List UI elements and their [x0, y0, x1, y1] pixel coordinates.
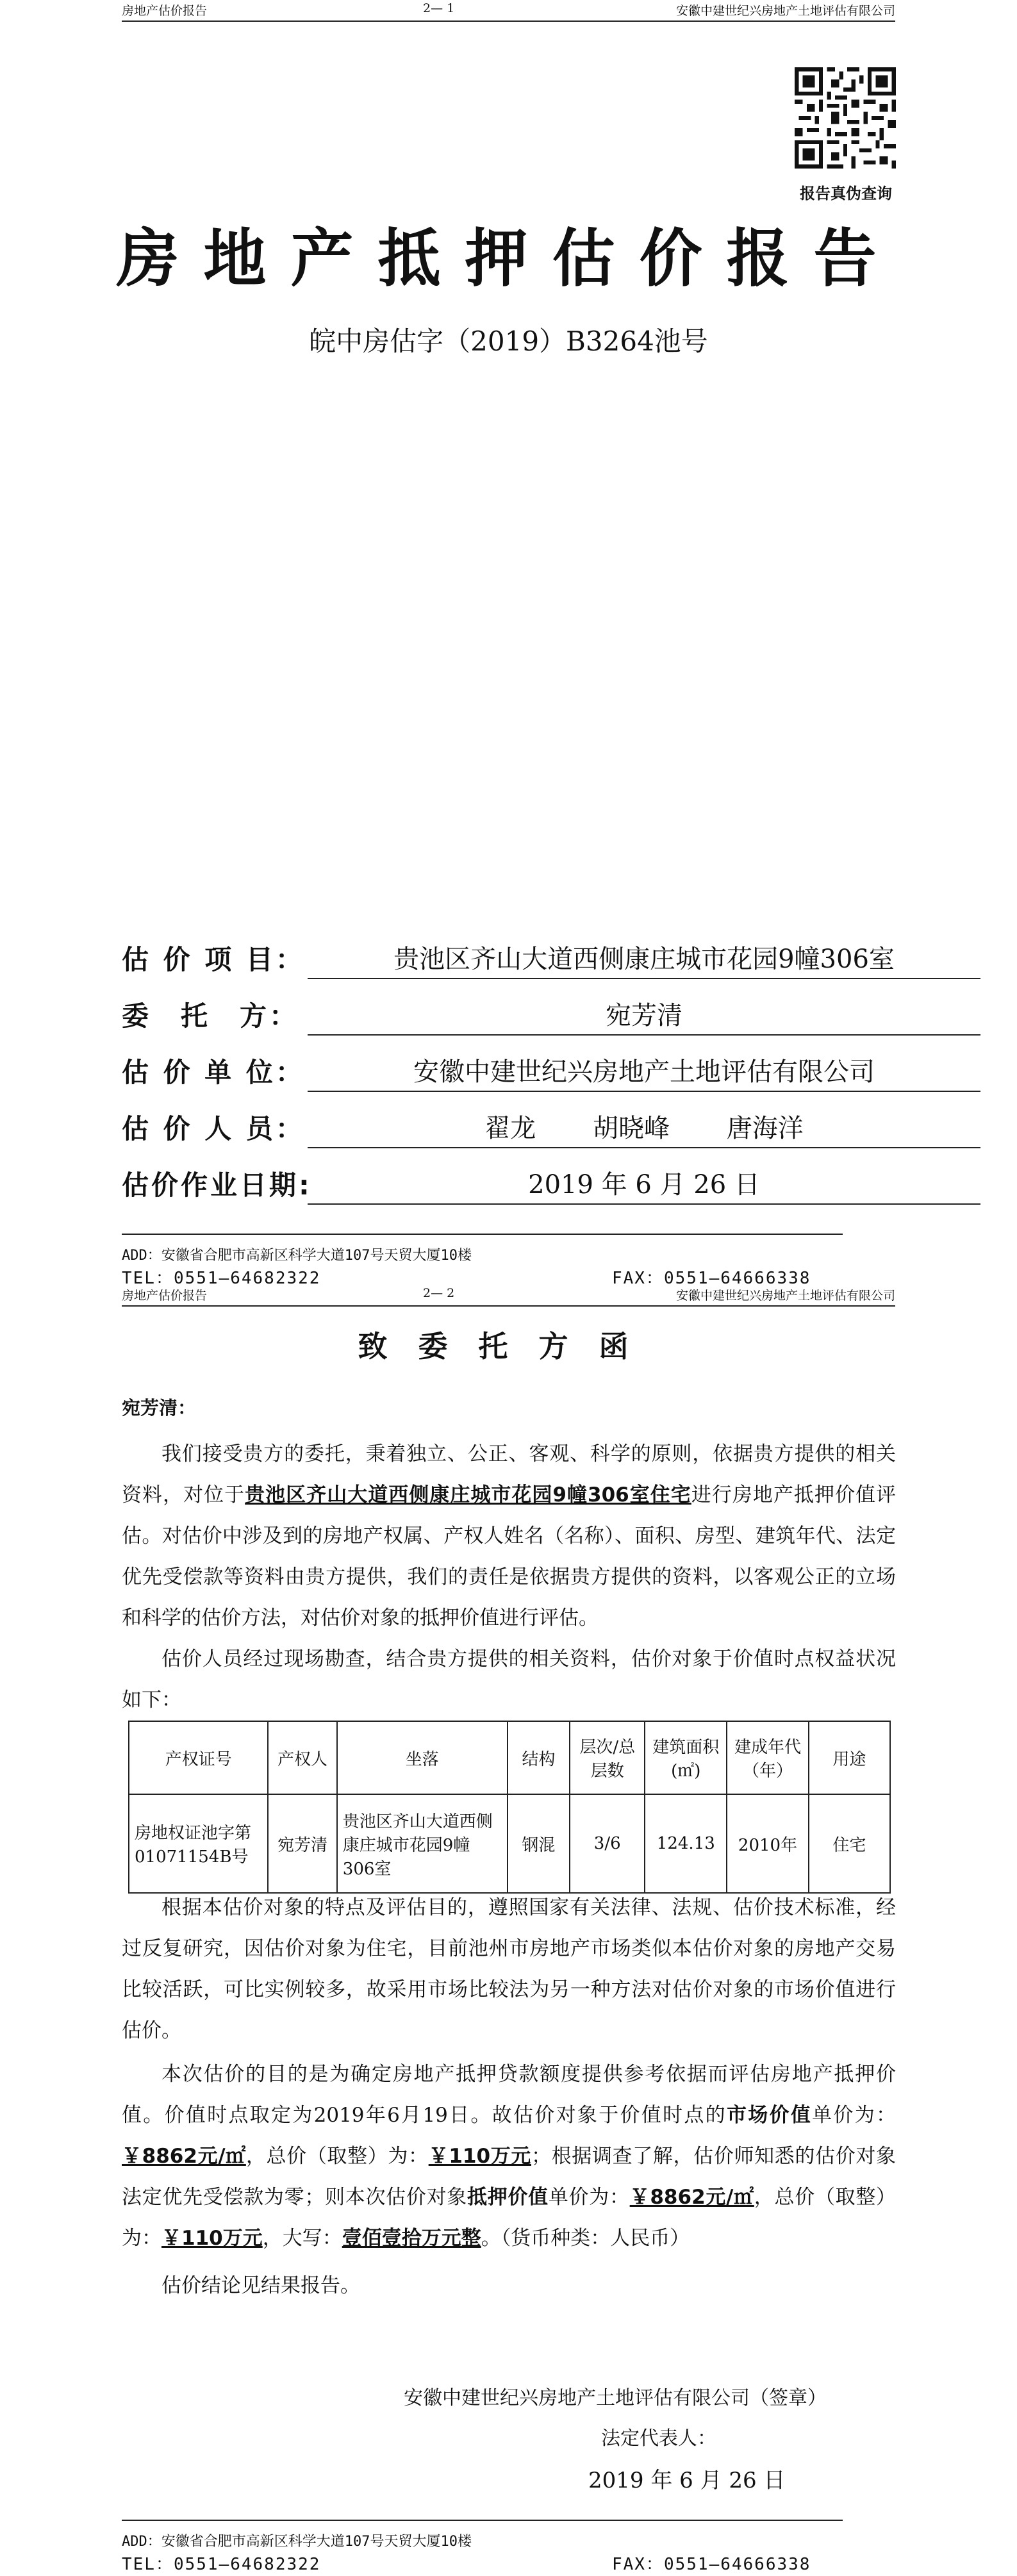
info-label: 估 价 单 位： — [122, 1057, 305, 1088]
info-label: 估 价 人 员： — [122, 1113, 305, 1144]
property-address: 贵池区齐山大道西侧康庄城市花园9幢306室住宅 — [245, 1483, 691, 1507]
paragraph-method: 根据本估价对象的特点及评估目的，遵照国家有关法律、法规、估价技术标准，经过反复研究，因估价对象为住宅，目前池州市房地产市场类似本估价对象的房地产交易比较活跃，可比实例较多，故采用市场比较法为另一种方法对估价对象的市场价值进行估价。 — [122, 1896, 896, 2042]
text-span: 单价为： — [812, 2104, 897, 2127]
page-header — [122, 0, 895, 22]
table-cell: 2010年 — [727, 1794, 809, 1893]
column-header: 建成年代（年） — [727, 1721, 809, 1794]
signature-company: 安徽中建世纪兴房地产土地评估有限公司（签章） — [404, 2387, 827, 2409]
text-span: ，总价（取整）为： — [122, 2186, 897, 2250]
mortgage-unit-price: ￥8862元/㎡ — [629, 2186, 754, 2209]
column-header: 用途 — [809, 1721, 890, 1794]
text-span: 单价为： — [548, 2186, 630, 2209]
column-header: 产权人 — [268, 1721, 336, 1794]
table-cell: 宛芳清 — [268, 1794, 336, 1893]
text-span: ；根据调查了解，估价师知悉的估价对象法定优先受偿款为零；则本次估价对象 — [122, 2145, 897, 2209]
footer-address: ADD：安徽省合肥市高新区科学大道107号天贸大厦10楼 — [122, 1248, 472, 1264]
header-doc-type: 房地产估价报告 — [122, 4, 208, 18]
footer-tel: TEL：0551—64682322 — [122, 2555, 321, 2574]
paragraph-rights: 估价人员经过现场勘查，结合贵方提供的相关资料，估价对象于价值时点权益状况如下： — [122, 1647, 896, 1712]
header-doc-type: 房地产估价报告 — [122, 1289, 208, 1303]
header-page-number: 2— 1 — [423, 1, 455, 15]
info-value: 宛芳清 — [308, 995, 980, 1036]
table-header-row — [129, 1721, 890, 1794]
table-cell: 贵池区齐山大道西侧康庄城市花园9幢306室 — [337, 1794, 508, 1893]
page-header — [122, 1285, 895, 1307]
info-value: 贵池区齐山大道西侧康庄城市花园9幢306室 — [308, 939, 980, 979]
paragraph-intro — [122, 1433, 896, 1639]
mortgage-value-label: 抵押价值 — [467, 2186, 549, 2209]
header-page-number: 2— 2 — [423, 1286, 455, 1300]
text-span: 进行房地产抵押价值评估。对估价中涉及到的房地产权属、产权人姓名（名称）、面积、房型、建筑年代、法定优先受偿款等资料由贵方提供，我们的责任是依据贵方提供的资料，以客观公正的立场和科学的估价方法，对估价对象的抵押价值进行评估。 — [122, 1483, 897, 1630]
report-title: 房地产抵押估价报告 — [116, 222, 901, 295]
appraiser-name: 翟龙 — [484, 1114, 536, 1143]
table-cell: 钢混 — [508, 1794, 570, 1893]
footer-divider — [122, 2520, 843, 2521]
footer-divider — [122, 1234, 843, 1235]
column-header: 建筑面积(㎡) — [645, 1721, 727, 1794]
report-number: 皖中房估字（2019）B3264池号 — [309, 326, 708, 357]
text-span: 。（货币种类：人民币） — [481, 2227, 690, 2250]
signature-date: 2019 年 6 月 26 日 — [588, 2468, 786, 2493]
qr-code-icon[interactable] — [795, 67, 896, 169]
text-span: ，总价（取整）为： — [245, 2145, 429, 2168]
table-cell: 124.13 — [645, 1794, 727, 1893]
text-span: ，大写： — [262, 2227, 342, 2250]
header-company: 安徽中建世纪兴房地产土地评估有限公司 — [675, 4, 895, 18]
appraiser-name: 唐海洋 — [726, 1114, 804, 1143]
paragraph-conclusion: 估价结论见结果报告。 — [161, 2274, 360, 2297]
text-span: 本次估价的目的是为确定房地产抵押贷款额度提供参考依据而评估房地产抵押价值。价值时点取定为2019年6月19日。故估价对象于价值时点的 — [122, 2063, 896, 2127]
paragraph-valuation — [122, 2054, 896, 2259]
table-cell: 3/6 — [570, 1794, 645, 1893]
salutation: 宛芳清： — [122, 1397, 197, 1419]
text-span: 我们接受贵方的委托，秉着独立、公正、客观、科学的原则，依据贵方提供的相关资料，对位于 — [122, 1442, 896, 1507]
property-rights-table — [128, 1721, 891, 1894]
column-header: 层次/总层数 — [570, 1721, 645, 1794]
footer-fax: FAX：0551—64666338 — [612, 1269, 811, 1288]
info-label: 委 托 方： — [122, 1000, 299, 1032]
mortgage-total-price: ￥110万元 — [161, 2227, 263, 2250]
footer-fax: FAX：0551—64666338 — [612, 2555, 811, 2574]
info-value: 安徽中建世纪兴房地产土地评估有限公司 — [308, 1052, 980, 1092]
table-cell: 房地权证池字第01071154B号 — [129, 1794, 268, 1893]
qr-caption: 报告真伪查询 — [800, 185, 892, 202]
info-label: 估价作业日期: — [122, 1169, 312, 1201]
market-value-label: 市场价值 — [726, 2104, 813, 2127]
header-company: 安徽中建世纪兴房地产土地评估有限公司 — [675, 1289, 895, 1303]
table-row — [129, 1794, 890, 1893]
column-header: 结构 — [508, 1721, 570, 1794]
amount-in-words: 壹佰壹拾万元整 — [342, 2227, 481, 2250]
footer-tel: TEL：0551—64682322 — [122, 1269, 321, 1288]
appraiser-name: 胡晓峰 — [593, 1114, 670, 1143]
info-value: 2019 年 6 月 26 日 — [308, 1164, 980, 1205]
table-cell: 住宅 — [809, 1794, 890, 1893]
info-label: 估 价 项 目： — [122, 944, 305, 975]
letter-page — [0, 1285, 1017, 2576]
column-header: 坐落 — [337, 1721, 508, 1794]
footer-address: ADD：安徽省合肥市高新区科学大道107号天贸大厦10楼 — [122, 2534, 472, 2550]
market-unit-price: ￥8862元/㎡ — [122, 2145, 246, 2168]
legal-representative: 法定代表人： — [601, 2427, 716, 2450]
letter-title: 致委托方函 — [358, 1329, 659, 1364]
market-total-price: ￥110万元 — [428, 2145, 531, 2168]
column-header: 产权证号 — [129, 1721, 268, 1794]
info-value — [308, 1108, 980, 1148]
